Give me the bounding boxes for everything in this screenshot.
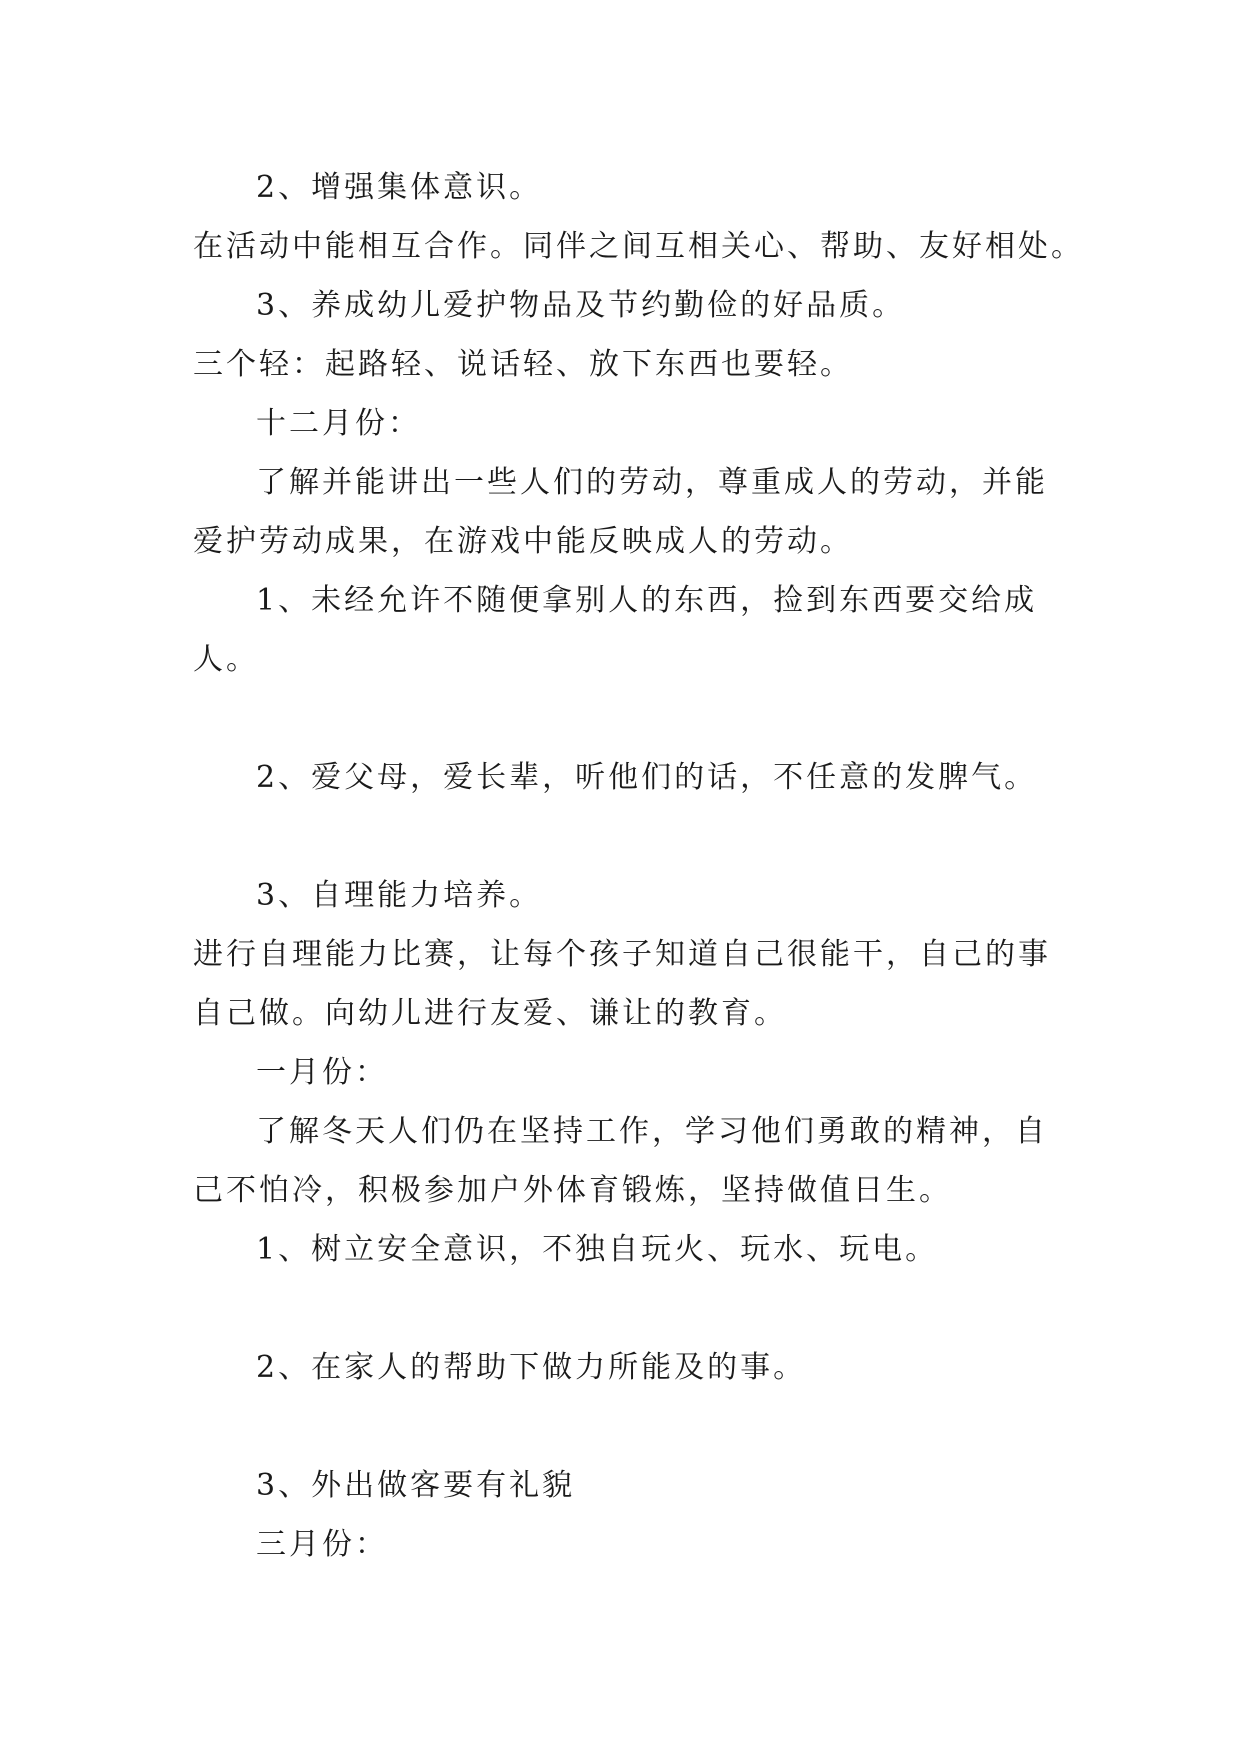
document-body <box>193 158 1084 1574</box>
list-item: 2、增强集体意识。 <box>256 170 543 205</box>
list-item: 3、养成幼儿爱护物品及节约勤俭的好品质。 <box>256 288 906 323</box>
paragraph-continuation: 自己做。向幼儿进行友爱、谦让的教育。 <box>193 996 787 1031</box>
list-item: 3、外出做客要有礼貌 <box>256 1468 576 1503</box>
month-heading: 十二月份： <box>256 406 421 441</box>
list-item: 1、未经允许不随便拿别人的东西，捡到东西要交给成 <box>256 583 1038 618</box>
paragraph-continuation: 爱护劳动成果，在游戏中能反映成人的劳动。 <box>193 524 853 559</box>
paragraph: 了解冬天人们仍在坚持工作，学习他们勇敢的精神，自 <box>256 1114 1048 1149</box>
list-item: 2、爱父母，爱长辈，听他们的话，不任意的发脾气。 <box>256 760 1038 795</box>
list-item: 1、树立安全意识，不独自玩火、玩水、玩电。 <box>256 1232 939 1267</box>
paragraph: 了解并能讲出一些人们的劳动，尊重成人的劳动，并能 <box>256 465 1048 500</box>
paragraph: 在活动中能相互合作。同伴之间互相关心、帮助、友好相处。 <box>193 229 1084 264</box>
month-heading: 一月份： <box>256 1055 388 1090</box>
blank-line <box>193 1397 1073 1456</box>
paragraph: 三个轻：起路轻、说话轻、放下东西也要轻。 <box>193 347 853 382</box>
list-item: 3、自理能力培养。 <box>256 878 543 913</box>
list-item-continuation: 人。 <box>193 642 259 677</box>
paragraph: 进行自理能力比赛，让每个孩子知道自己很能干，自己的事 <box>193 937 1051 972</box>
blank-line <box>193 807 1073 866</box>
paragraph-continuation: 己不怕冷，积极参加户外体育锻炼，坚持做值日生。 <box>193 1173 952 1208</box>
blank-line <box>193 689 1073 748</box>
list-item: 2、在家人的帮助下做力所能及的事。 <box>256 1350 807 1385</box>
blank-line <box>193 1279 1073 1338</box>
month-heading: 三月份： <box>256 1527 388 1562</box>
